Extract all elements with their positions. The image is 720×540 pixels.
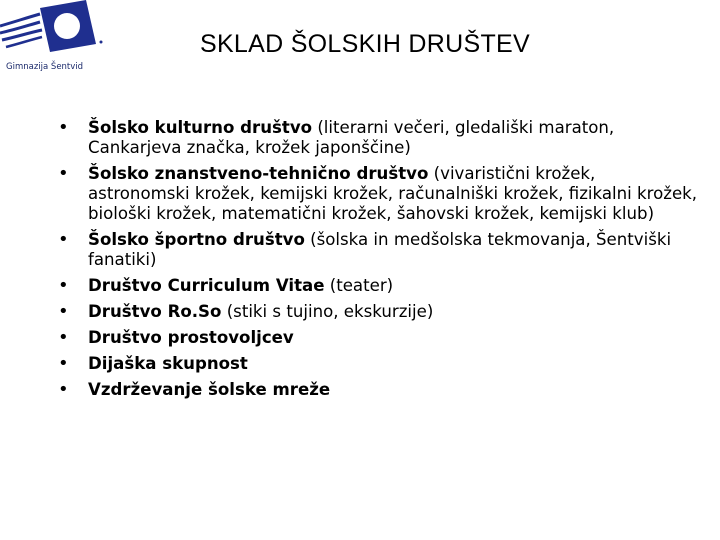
list-item	[58, 230, 698, 270]
item-detail: (teater)	[324, 276, 394, 295]
society-list	[58, 118, 698, 406]
item-name: Društvo prostovoljcev	[88, 328, 294, 347]
list-item	[58, 276, 698, 296]
item-name: Šolsko znanstveno-tehnično društvo	[88, 164, 429, 183]
item-name: Vzdrževanje šolske mreže	[88, 380, 331, 399]
item-detail: (šolska in medšolska tekmovanja, Šentviški fanatiki)	[88, 230, 672, 269]
list-item	[58, 380, 698, 400]
item-name: Šolsko kulturno društvo	[88, 118, 313, 137]
item-name: Dijaška skupnost	[88, 354, 248, 373]
list-item	[58, 302, 698, 322]
logo-caption: Gimnazija Šentvid	[6, 62, 84, 72]
list-item	[58, 118, 698, 158]
page-title: SKLAD ŠOLSKIH DRUŠTEV	[199, 30, 530, 58]
list-item	[58, 164, 698, 224]
list-item	[58, 328, 698, 348]
item-detail: (vivaristični krožek, astronomski krožek, kemijski krožek, računalniški krožek, fizikalni krožek, biološki krožek, matematični krožek, šahovski krožek, kemijski klub)	[88, 164, 698, 223]
item-name: Šolsko športno društvo	[88, 230, 305, 249]
item-name: Društvo Curriculum Vitae	[88, 276, 325, 295]
item-name: Društvo Ro.So	[88, 302, 222, 321]
item-detail: (stiki s tujino, ekskurzije)	[221, 302, 434, 321]
item-detail: (literarni večeri, gledališki maraton, Cankarjeva značka, krožek japonščine)	[88, 118, 615, 157]
list-item	[58, 354, 698, 374]
